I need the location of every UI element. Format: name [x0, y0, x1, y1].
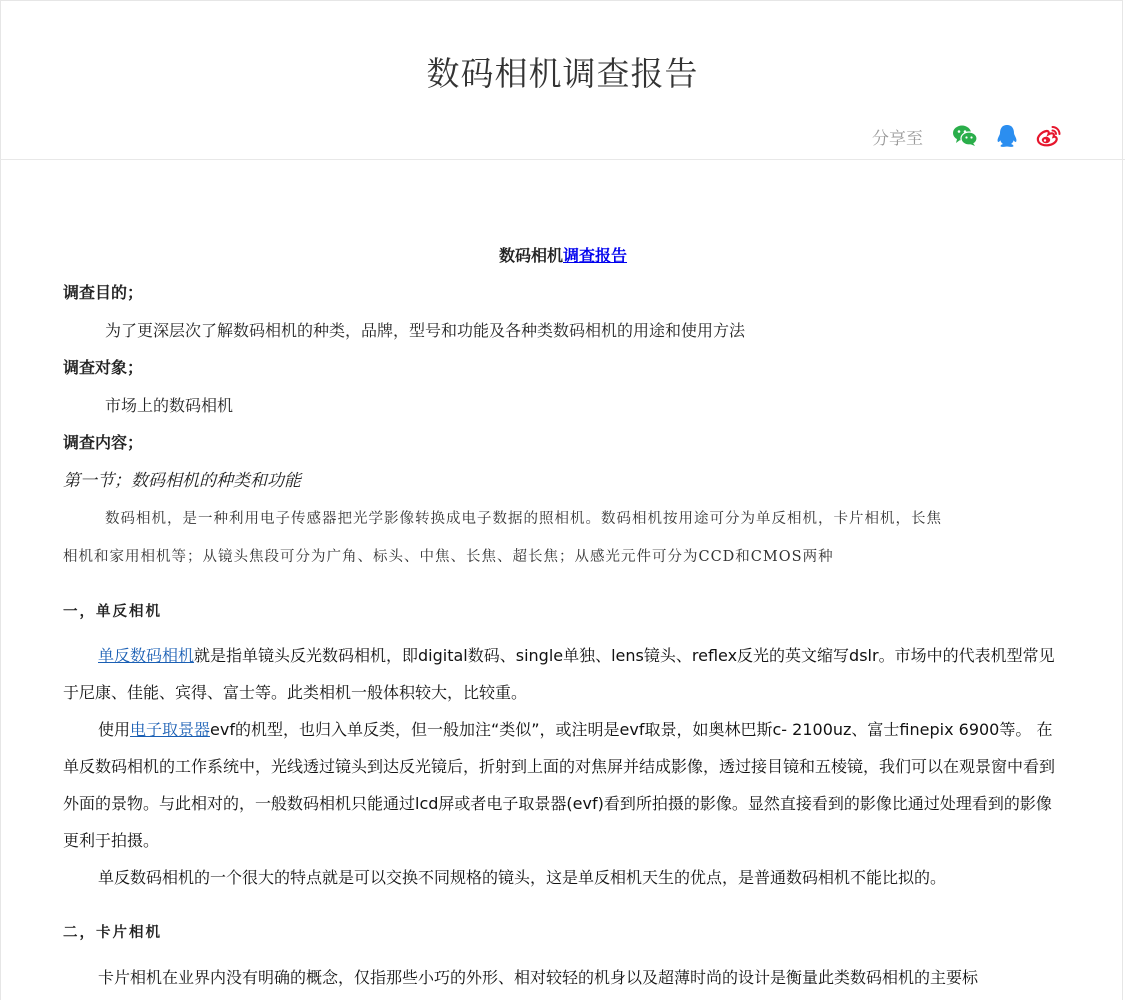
purpose-heading: 调查目的；	[63, 283, 144, 302]
content-heading: 调查内容；	[63, 433, 144, 452]
weibo-icon[interactable]	[1035, 122, 1063, 150]
share-bar	[872, 122, 1063, 150]
section1-line1: 数码相机，是一种利用电子传感器把光学影像转换成电子数据的照相机。数码相机按用途可分为单反相机，卡片相机，长焦	[105, 511, 942, 527]
sub1-paragraph-1-text: 就是指单镜头反光数码相机，即digital数码、single单独、lens镜头、reflex反光的英文缩写dslr。市场中的代表机型常见于尼康、佳能、宾得、富士等。此类相机一般体积较大，比较重。	[63, 645, 1055, 702]
purpose-text: 为了更深层次了解数码相机的种类，品牌，型号和功能及各种类数码相机的用途和使用方法	[105, 320, 746, 340]
share-label: 分享至	[872, 128, 923, 149]
evf-link[interactable]: 电子取景器	[130, 719, 211, 739]
section1-title: 第一节；数码相机的种类和功能	[63, 470, 301, 491]
object-text: 市场上的数码相机	[105, 395, 234, 415]
sub1-paragraph-2-pre: 使用	[98, 719, 131, 739]
wechat-icon[interactable]	[951, 122, 979, 150]
document-title-text: 数码相机	[498, 246, 563, 265]
object-heading: 调查对象；	[63, 358, 144, 377]
sub1-paragraph-2	[63, 711, 1063, 859]
sub1-paragraph-1	[63, 637, 1063, 711]
page-title: 数码相机调查报告	[426, 54, 699, 93]
sub2-paragraph-1: 卡片相机在业界内没有明确的概念，仅指那些小巧的外形、相对较轻的机身以及超薄时尚的设计是衡量此类数码相机的主要标	[98, 968, 979, 987]
survey-report-link[interactable]: 调查报告	[563, 246, 628, 265]
sub2-title: 二，卡片相机	[63, 923, 162, 941]
sub1-paragraph-2-text: evf的机型，也归入单反类，但一般加注“类似”，或注明是evf取景，如奥林巴斯c- 2100uz、富士finepix 6900等。 在单反数码相机的工作系统中，光线透过镜头到达反光镜后，折射到上面的对焦屏并结成影像，透过接目镜和五棱镜，我们可以在观景窗中看到外面的景物。与此相对的，一般数码相机只能通过lcd屏或者电子取景器(evf)看到所拍摄的影像。显然直接看到的影像比通过处理看到的影像更利于拍摄。	[63, 719, 1056, 850]
qq-icon[interactable]	[993, 122, 1021, 150]
section1-line2: 相机和家用相机等；从镜头焦段可分为广角、标头、中焦、长焦、超长焦；从感光元件可分为CCD和CMOS两种	[63, 548, 834, 565]
article-body	[63, 238, 1063, 996]
dslr-link[interactable]: 单反数码相机	[98, 645, 195, 665]
article-header	[0, 0, 1125, 160]
sub1-title: 一，单反相机	[63, 603, 162, 620]
document-title	[63, 238, 1063, 274]
sub1-paragraph-3: 单反数码相机的一个很大的特点就是可以交换不同规格的镜头，这是单反相机天生的优点，是普通数码相机不能比拟的。	[98, 867, 947, 887]
